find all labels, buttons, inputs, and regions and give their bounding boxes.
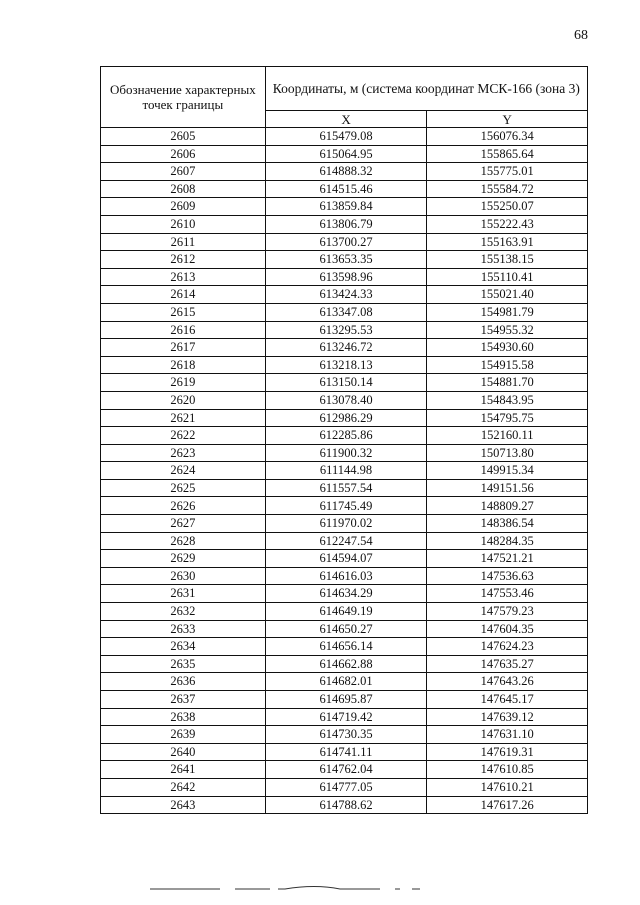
point-id-cell: 2608: [101, 180, 266, 198]
y-coordinate-cell: 152160.11: [427, 427, 588, 445]
x-coordinate-cell: 614594.07: [265, 550, 427, 568]
y-coordinate-cell: 147553.46: [427, 585, 588, 603]
coordinates-table: [100, 66, 588, 814]
point-id-cell: 2628: [101, 532, 266, 550]
x-coordinate-cell: 614649.19: [265, 603, 427, 621]
table-row: [101, 286, 588, 304]
table-row: [101, 163, 588, 181]
table-row: [101, 796, 588, 814]
point-id-cell: 2637: [101, 691, 266, 709]
table-row: [101, 620, 588, 638]
x-coordinate-cell: 613598.96: [265, 268, 427, 286]
table-row: [101, 638, 588, 656]
y-coordinate-cell: 155250.07: [427, 198, 588, 216]
table-row: [101, 567, 588, 585]
table-row: [101, 673, 588, 691]
table-row: [101, 708, 588, 726]
point-id-cell: 2636: [101, 673, 266, 691]
table-row: [101, 479, 588, 497]
y-coordinate-cell: 155163.91: [427, 233, 588, 251]
table-row: [101, 215, 588, 233]
point-id-cell: 2639: [101, 726, 266, 744]
x-coordinate-cell: 611557.54: [265, 479, 427, 497]
y-coordinate-cell: 147643.26: [427, 673, 588, 691]
page-number: 68: [574, 28, 588, 43]
y-coordinate-cell: 147639.12: [427, 708, 588, 726]
y-coordinate-cell: 155865.64: [427, 145, 588, 163]
point-id-cell: 2634: [101, 638, 266, 656]
y-coordinate-cell: 155138.15: [427, 251, 588, 269]
table-row: [101, 128, 588, 146]
table-row: [101, 515, 588, 533]
table-row: [101, 145, 588, 163]
point-id-cell: 2623: [101, 444, 266, 462]
point-id-cell: 2640: [101, 743, 266, 761]
point-id-cell: 2612: [101, 251, 266, 269]
point-id-cell: 2632: [101, 603, 266, 621]
point-id-cell: 2629: [101, 550, 266, 568]
x-coordinate-cell: 613218.13: [265, 356, 427, 374]
x-coordinate-cell: 612285.86: [265, 427, 427, 445]
y-coordinate-cell: 149151.56: [427, 479, 588, 497]
x-coordinate-cell: 614662.88: [265, 655, 427, 673]
header-point-designation: Обозначение характерных точек границы: [101, 67, 266, 128]
table-row: [101, 550, 588, 568]
table-row: [101, 585, 588, 603]
table-row: [101, 603, 588, 621]
table-row: [101, 497, 588, 515]
table-row: [101, 427, 588, 445]
x-coordinate-cell: 614650.27: [265, 620, 427, 638]
x-coordinate-cell: 614777.05: [265, 778, 427, 796]
point-id-cell: 2621: [101, 409, 266, 427]
x-coordinate-cell: 613424.33: [265, 286, 427, 304]
y-coordinate-cell: 149915.34: [427, 462, 588, 480]
x-coordinate-cell: 611900.32: [265, 444, 427, 462]
point-id-cell: 2641: [101, 761, 266, 779]
y-coordinate-cell: 147645.17: [427, 691, 588, 709]
table-row: [101, 391, 588, 409]
table-body: [101, 128, 588, 814]
x-coordinate-cell: 614656.14: [265, 638, 427, 656]
y-coordinate-cell: 147631.10: [427, 726, 588, 744]
table-row: [101, 374, 588, 392]
y-coordinate-cell: 154955.32: [427, 321, 588, 339]
table-row: [101, 691, 588, 709]
y-coordinate-cell: 154795.75: [427, 409, 588, 427]
table-row: [101, 180, 588, 198]
table-row: [101, 198, 588, 216]
table-row: [101, 321, 588, 339]
point-id-cell: 2631: [101, 585, 266, 603]
header-coordinates: Координаты, м (система координат МСК-166 (зона 3): [265, 67, 587, 111]
table-row: [101, 356, 588, 374]
table-row: [101, 761, 588, 779]
point-id-cell: 2625: [101, 479, 266, 497]
point-id-cell: 2609: [101, 198, 266, 216]
y-coordinate-cell: 147521.21: [427, 550, 588, 568]
table-row: [101, 444, 588, 462]
y-coordinate-cell: 154915.58: [427, 356, 588, 374]
point-id-cell: 2627: [101, 515, 266, 533]
table-row: [101, 532, 588, 550]
x-coordinate-cell: 611745.49: [265, 497, 427, 515]
x-coordinate-cell: 611144.98: [265, 462, 427, 480]
point-id-cell: 2616: [101, 321, 266, 339]
point-id-cell: 2607: [101, 163, 266, 181]
point-id-cell: 2622: [101, 427, 266, 445]
point-id-cell: 2615: [101, 303, 266, 321]
point-id-cell: 2630: [101, 567, 266, 585]
header-y: Y: [427, 111, 588, 128]
x-coordinate-cell: 613806.79: [265, 215, 427, 233]
x-coordinate-cell: 613859.84: [265, 198, 427, 216]
y-coordinate-cell: 156076.34: [427, 128, 588, 146]
y-coordinate-cell: 150713.80: [427, 444, 588, 462]
x-coordinate-cell: 614788.62: [265, 796, 427, 814]
x-coordinate-cell: 614634.29: [265, 585, 427, 603]
x-coordinate-cell: 614762.04: [265, 761, 427, 779]
point-id-cell: 2614: [101, 286, 266, 304]
y-coordinate-cell: 148386.54: [427, 515, 588, 533]
x-coordinate-cell: 614730.35: [265, 726, 427, 744]
y-coordinate-cell: 155584.72: [427, 180, 588, 198]
point-id-cell: 2624: [101, 462, 266, 480]
point-id-cell: 2643: [101, 796, 266, 814]
point-id-cell: 2606: [101, 145, 266, 163]
x-coordinate-cell: 613347.08: [265, 303, 427, 321]
table-row: [101, 268, 588, 286]
x-coordinate-cell: 613700.27: [265, 233, 427, 251]
y-coordinate-cell: 155222.43: [427, 215, 588, 233]
x-coordinate-cell: 614741.11: [265, 743, 427, 761]
x-coordinate-cell: 614888.32: [265, 163, 427, 181]
x-coordinate-cell: 614515.46: [265, 180, 427, 198]
y-coordinate-cell: 147624.23: [427, 638, 588, 656]
x-coordinate-cell: 614616.03: [265, 567, 427, 585]
y-coordinate-cell: 147619.31: [427, 743, 588, 761]
y-coordinate-cell: 155110.41: [427, 268, 588, 286]
point-id-cell: 2635: [101, 655, 266, 673]
x-coordinate-cell: 613653.35: [265, 251, 427, 269]
y-coordinate-cell: 147610.85: [427, 761, 588, 779]
x-coordinate-cell: 611970.02: [265, 515, 427, 533]
x-coordinate-cell: 615479.08: [265, 128, 427, 146]
bottom-stamp-line: [150, 885, 470, 891]
x-coordinate-cell: 613078.40: [265, 391, 427, 409]
x-coordinate-cell: 614719.42: [265, 708, 427, 726]
x-coordinate-cell: 615064.95: [265, 145, 427, 163]
table-row: [101, 409, 588, 427]
header-x: X: [265, 111, 427, 128]
y-coordinate-cell: 154843.95: [427, 391, 588, 409]
x-coordinate-cell: 614682.01: [265, 673, 427, 691]
point-id-cell: 2620: [101, 391, 266, 409]
table-row: [101, 339, 588, 357]
table-row: [101, 462, 588, 480]
point-id-cell: 2642: [101, 778, 266, 796]
x-coordinate-cell: 613150.14: [265, 374, 427, 392]
point-id-cell: 2610: [101, 215, 266, 233]
y-coordinate-cell: 147617.26: [427, 796, 588, 814]
y-coordinate-cell: 155775.01: [427, 163, 588, 181]
point-id-cell: 2618: [101, 356, 266, 374]
y-coordinate-cell: 147604.35: [427, 620, 588, 638]
point-id-cell: 2626: [101, 497, 266, 515]
point-id-cell: 2613: [101, 268, 266, 286]
y-coordinate-cell: 147635.27: [427, 655, 588, 673]
point-id-cell: 2611: [101, 233, 266, 251]
y-coordinate-cell: 154930.60: [427, 339, 588, 357]
x-coordinate-cell: 613295.53: [265, 321, 427, 339]
y-coordinate-cell: 154881.70: [427, 374, 588, 392]
point-id-cell: 2617: [101, 339, 266, 357]
table-row: [101, 743, 588, 761]
x-coordinate-cell: 612247.54: [265, 532, 427, 550]
point-id-cell: 2619: [101, 374, 266, 392]
y-coordinate-cell: 147610.21: [427, 778, 588, 796]
table-row: [101, 778, 588, 796]
point-id-cell: 2638: [101, 708, 266, 726]
x-coordinate-cell: 614695.87: [265, 691, 427, 709]
table-row: [101, 303, 588, 321]
point-id-cell: 2633: [101, 620, 266, 638]
table-row: [101, 655, 588, 673]
y-coordinate-cell: 147536.63: [427, 567, 588, 585]
table-row: [101, 251, 588, 269]
table-row: [101, 233, 588, 251]
point-id-cell: 2605: [101, 128, 266, 146]
y-coordinate-cell: 155021.40: [427, 286, 588, 304]
y-coordinate-cell: 147579.23: [427, 603, 588, 621]
x-coordinate-cell: 613246.72: [265, 339, 427, 357]
y-coordinate-cell: 154981.79: [427, 303, 588, 321]
y-coordinate-cell: 148809.27: [427, 497, 588, 515]
table-row: [101, 726, 588, 744]
y-coordinate-cell: 148284.35: [427, 532, 588, 550]
x-coordinate-cell: 612986.29: [265, 409, 427, 427]
